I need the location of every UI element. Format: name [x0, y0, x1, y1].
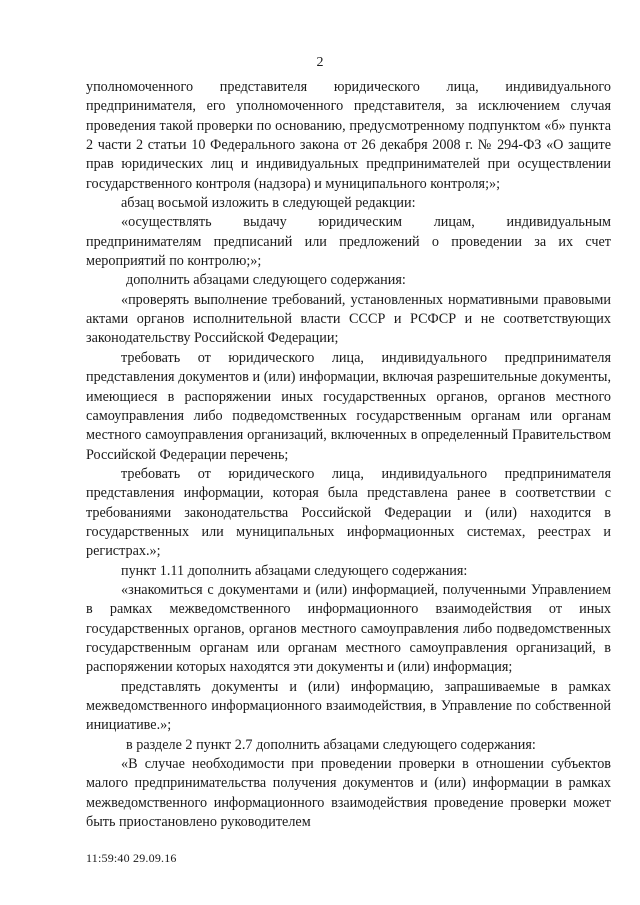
paragraph-2: абзац восьмой изложить в следующей редакции:: [121, 195, 416, 212]
paragraph-7: требовать от юридического лица, индивидуального предпринимателя представления информации, которая была представлена ранее в соответствии с требованиями законодательства Российской Федерации и (или) находится в государственных или муниципальных информационных системах, реестрах и регистрах.»;: [86, 465, 611, 560]
paragraph-4: дополнить абзацами следующего содержания:: [126, 272, 406, 289]
paragraph-3: «осуществлять выдачу юридическим лицам, индивидуальным предпринимателям предписаний или предложений о проведении за их счет мероприятий по контролю;»;: [86, 214, 611, 270]
paragraph-10: представлять документы и (или) информацию, запрашиваемые в рамках межведомственного информационного взаимодействия, в Управление по собственной инициативе.»;: [86, 678, 611, 734]
paragraph-5: «проверять выполнение требований, установленных нормативными правовыми актами органов исполнительной власти СССР и РСФСР и не соответствующих законодательству Российской Федерации;: [86, 291, 611, 347]
paragraph-8: пункт 1.11 дополнить абзацами следующего содержания:: [121, 562, 468, 579]
paragraph-6: требовать от юридического лица, индивидуального предпринимателя представления документов и (или) информации, включая разрешительные документы, имеющиеся в распоряжении иных государственных органов, органов местного самоуправления либо подведомственных государственным органам или органам местного самоуправления организаций, включенных в определенный Правительством Российской Федерации перечень;: [86, 349, 611, 463]
page-number: 2: [316, 55, 324, 70]
footer-timestamp: 11:59:40 29.09.16: [86, 851, 177, 865]
paragraph-11: в разделе 2 пункт 2.7 дополнить абзацами следующего содержания:: [126, 736, 536, 753]
paragraph-12: «В случае необходимости при проведении проверки в отношении субъектов малого предпринимательства получения документов и (или) информации в рамках межведомственного информационного взаимодействия проведение проверки может быть приостановлено руководителем: [86, 756, 611, 831]
paragraph-1: уполномоченного представителя юридического лица, индивидуального предпринимателя, его уполномоченного представителя, за исключением случая проведения такой проверки по основанию, предусмотренному подпунктом «б» пункта 2 части 2 статьи 10 Федерального закона от 26 декабря 2008 г. № 294-ФЗ «О защите прав юридических лиц и индивидуальных предпринимателей при осуществлении государственного контроля (надзора) и муниципального контроля;»;: [86, 79, 611, 192]
paragraph-9: «знакомиться с документами и (или) информацией, полученными Управлением в рамках межведомственного информационного взаимодействия от иных государственных органов, органов местного самоуправления либо подведомственных государственным органам или органам местного самоуправления организаций, в распоряжении которых находятся эти документы и (или) информация;: [86, 581, 611, 676]
document-body: [86, 78, 611, 832]
